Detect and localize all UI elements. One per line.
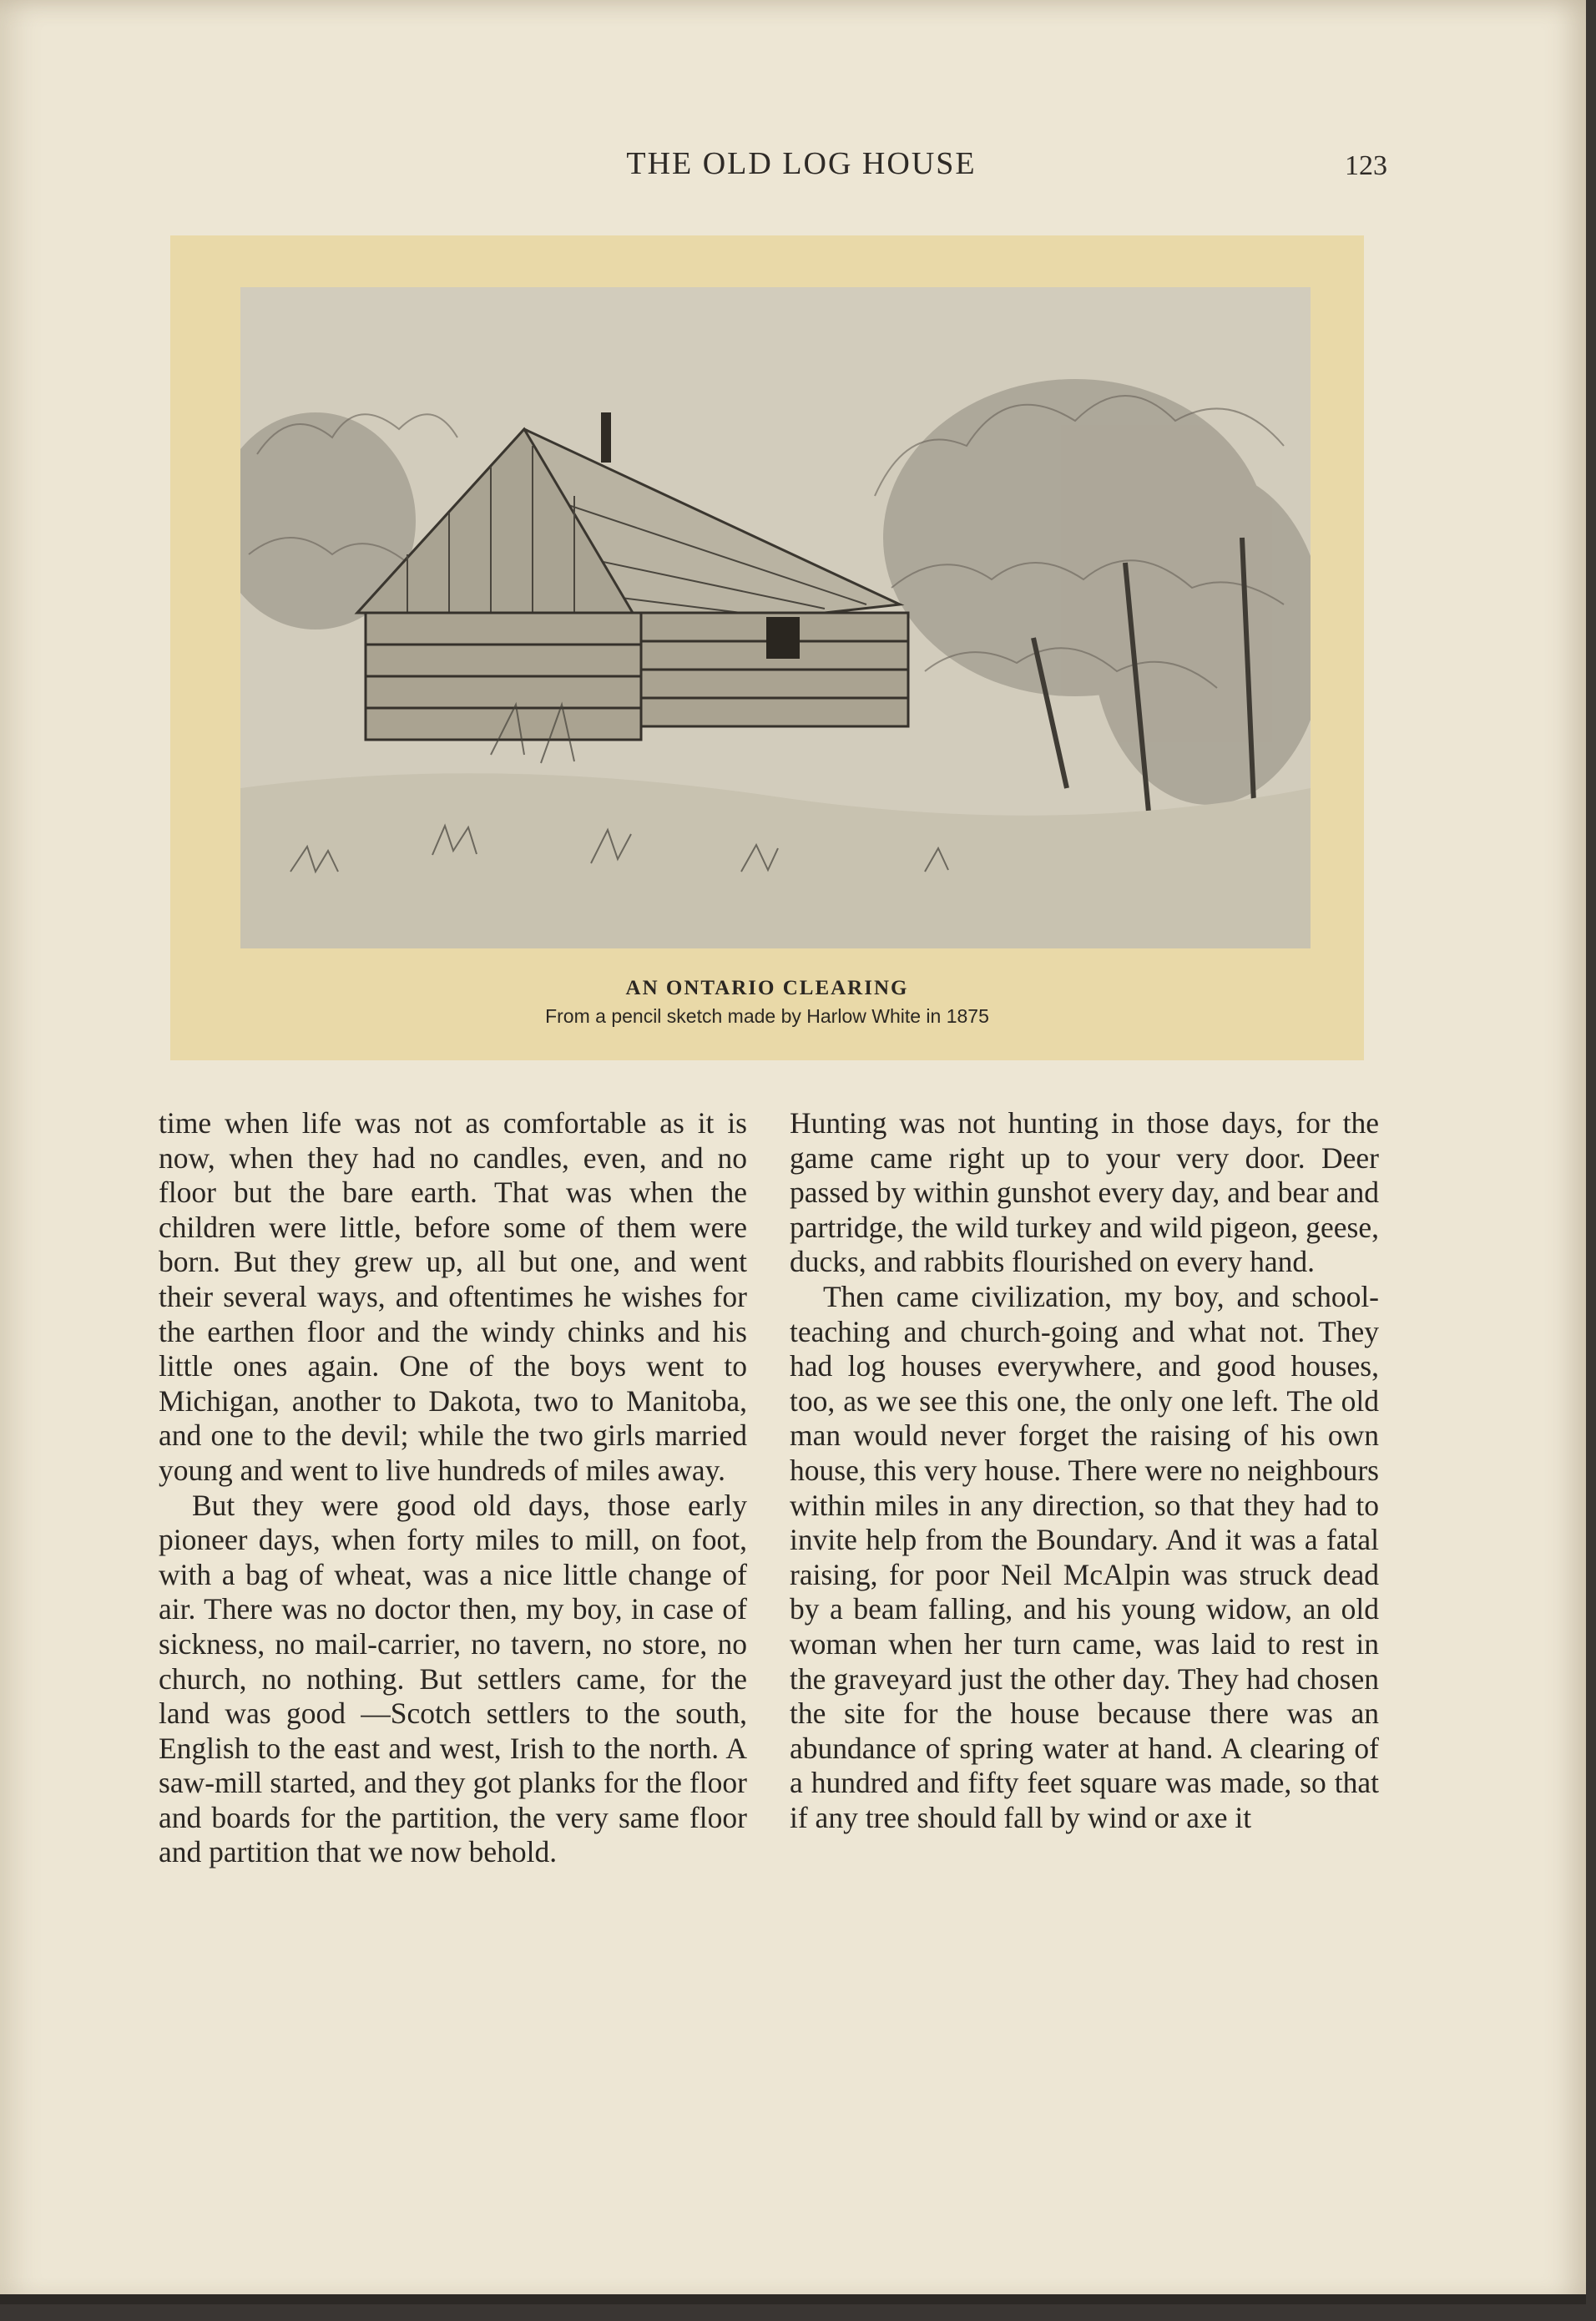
illustration-plate — [170, 235, 1364, 1060]
caption-credit: From a pencil sketch made by Harlow White in 1875 — [545, 1005, 989, 1027]
page-number: 123 — [1345, 150, 1387, 181]
paragraph: Hunting was not hunting in those days, for the game came right up to your very door. Deer passed by within gunshot every day, and bear and partridge, the wild turkey and wild pigeon, geese, ducks, and rabbits flourished on every hand. — [790, 1106, 1379, 1279]
right-text-column — [790, 1106, 1379, 1835]
caption-title: AN ONTARIO CLEARING — [625, 977, 909, 999]
log-house-sketch — [240, 287, 1311, 948]
figure-caption — [170, 977, 1364, 1028]
running-head — [167, 145, 1436, 187]
paragraph: Then came civilization, my boy, and school-teaching and church-going and what not. They had log houses everywhere, and good houses, too, as we see this one, the only one left. The old man would never forget the raising of his own house, this very house. There were no neighbours within miles in any direction, so that they had to invite help from the Boundary. And it was a fatal raising, for poor Neil McAlpin was struck dead by a beam falling, and his young widow, an old woman when her turn came, was laid to rest in the graveyard just the other day. They had chosen the site for the house because there was an abundance of spring water at hand. A clearing of a hundred and fifty feet square was made, so that if any tree should fall by wind or axe it — [790, 1279, 1379, 1834]
paragraph: But they were good old days, those early pioneer days, when forty miles to mill, on foot, with a bag of wheat, was a nice little change of air. There was no doctor then, my boy, in case of sickness, no mail-carrier, no tavern, no store, no church, no nothing. But settlers came, for the land was good —Scotch settlers to the south, English to the east and west, Irish to the north. A saw-mill started, and they got planks for the floor and boards for the partition, the very same floor and partition that we now behold. — [159, 1488, 747, 1869]
left-text-column — [159, 1106, 747, 1870]
paragraph: time when life was not as comfortable as it is now, when they had no candles, even, and no floor but the bare earth. That was when the children were little, before some of them were born. But they grew up, all but one, and went their several ways, and oftentimes he wishes for the earthen floor and the windy chinks and his little ones again. One of the boys went to Michigan, another to Dakota, two to Manitoba, and one to the devil; while the two girls married young and went to live hundreds of miles away. — [159, 1106, 747, 1487]
running-title: THE OLD LOG HOUSE — [626, 146, 977, 181]
pencil-sketch-image — [240, 287, 1311, 948]
